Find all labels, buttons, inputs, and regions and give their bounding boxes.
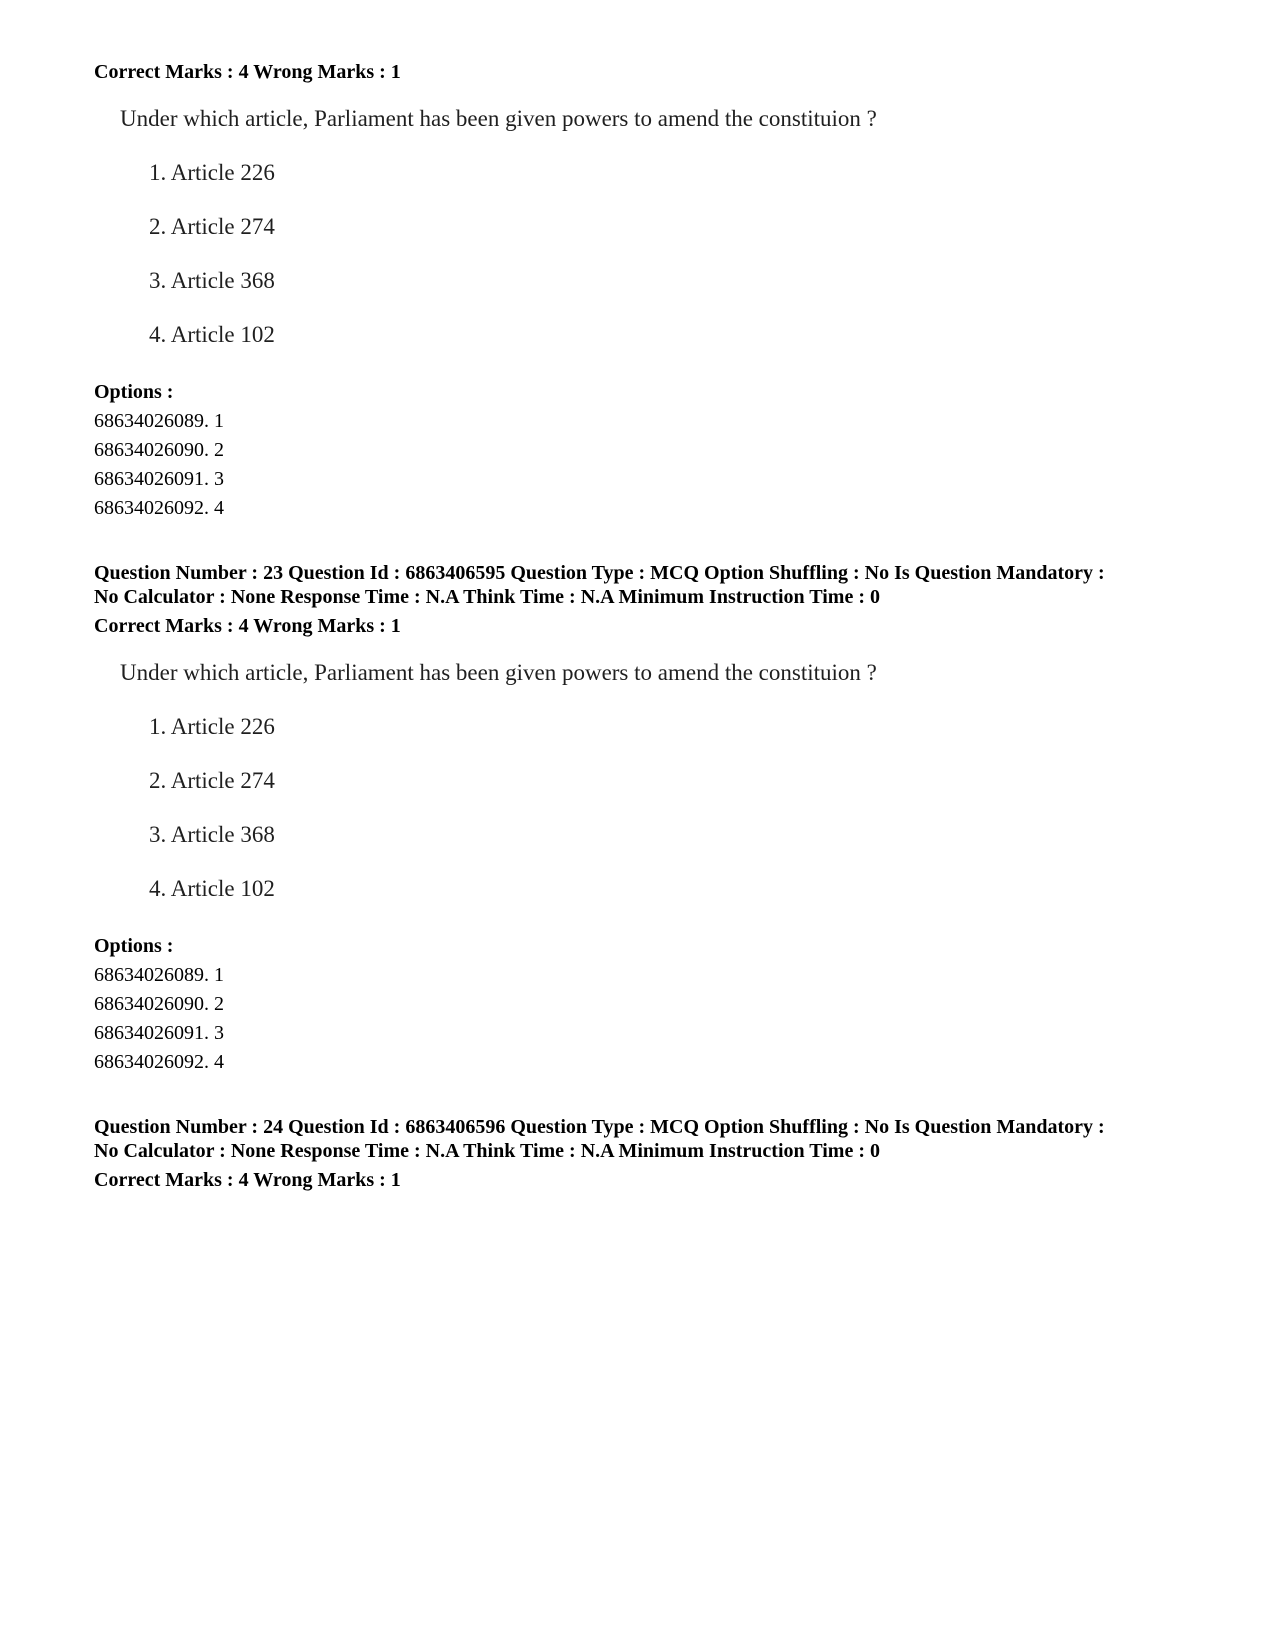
option-row: 68634026089. 1 (94, 964, 224, 986)
question-header-line1: Question Number : 23 Question Id : 6863406595 Question Type : MCQ Option Shuffling : No Is Question Mandatory : (94, 562, 1105, 584)
options-label: Options : (94, 935, 174, 957)
option-row: 68634026092. 4 (94, 1051, 224, 1073)
question-header-line2: No Calculator : None Response Time : N.A Think Time : N.A Minimum Instruction Time : 0 (94, 1140, 880, 1162)
option-row: 68634026090. 2 (94, 993, 224, 1015)
options-label: Options : (94, 381, 174, 403)
choice-2: 2. Article 274 (149, 214, 275, 239)
option-row: 68634026090. 2 (94, 439, 224, 461)
question-text: Under which article, Parliament has been given powers to amend the constituion ? (120, 106, 877, 131)
choice-3: 3. Article 368 (149, 268, 275, 293)
option-row: 68634026092. 4 (94, 497, 224, 519)
choice-2: 2. Article 274 (149, 768, 275, 793)
question-header-line1: Question Number : 24 Question Id : 6863406596 Question Type : MCQ Option Shuffling : No Is Question Mandatory : (94, 1116, 1105, 1138)
option-row: 68634026091. 3 (94, 1022, 224, 1044)
question-header-line2: No Calculator : None Response Time : N.A Think Time : N.A Minimum Instruction Time : 0 (94, 586, 880, 608)
option-row: 68634026089. 1 (94, 410, 224, 432)
question-text: Under which article, Parliament has been given powers to amend the constituion ? (120, 660, 877, 685)
choice-1: 1. Article 226 (149, 160, 275, 185)
choice-4: 4. Article 102 (149, 876, 275, 901)
choice-3: 3. Article 368 (149, 822, 275, 847)
marks-line: Correct Marks : 4 Wrong Marks : 1 (94, 615, 401, 637)
choice-4: 4. Article 102 (149, 322, 275, 347)
option-row: 68634026091. 3 (94, 468, 224, 490)
choice-1: 1. Article 226 (149, 714, 275, 739)
question-image (112, 658, 932, 901)
marks-line: Correct Marks : 4 Wrong Marks : 1 (94, 1169, 401, 1191)
marks-line: Correct Marks : 4 Wrong Marks : 1 (94, 61, 401, 83)
question-image (112, 104, 932, 347)
